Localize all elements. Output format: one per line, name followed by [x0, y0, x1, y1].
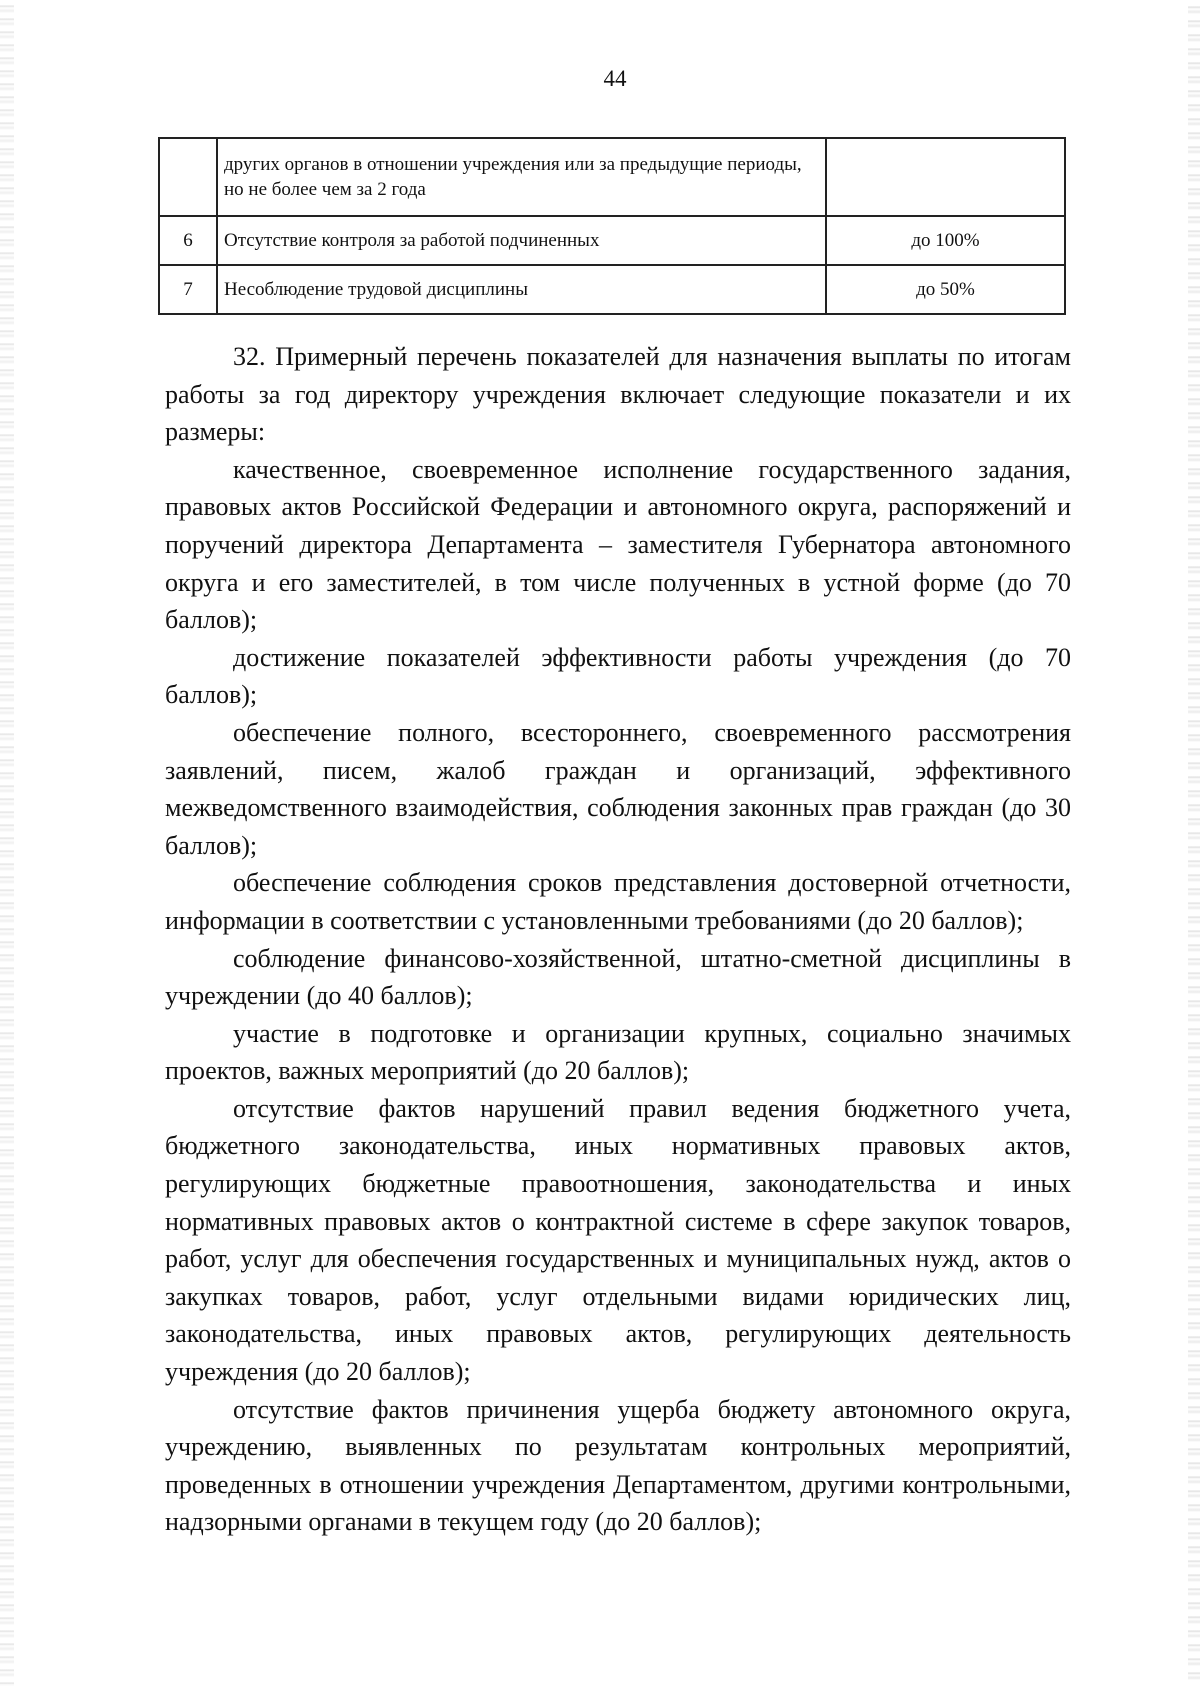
- paragraph-indicator: достижение показателей эффективности работы учреждения (до 70 баллов);: [165, 642, 1071, 710]
- document-body: [165, 338, 1071, 1541]
- paragraph-indicator: отсутствие фактов нарушений правил ведения бюджетного учета, бюджетного законодательства, иных нормативных правовых актов, регулирующих бюджетные правоотношения, законодательства и иных нормативных правовых актов о контрактной системе в сфере закупок товаров, работ, услуг для обеспечения государственных и муниципальных нужд, актов о закупках товаров, работ, услуг отдельными видами юридических лиц, законодательства, иных правовых актов, регулирующих деятельность учреждения (до 20 баллов);: [165, 1093, 1071, 1387]
- table-row: [159, 216, 1065, 265]
- paragraph-indicator: участие в подготовке и организации крупных, социально значимых проектов, важных мероприятий (до 20 баллов);: [165, 1018, 1071, 1086]
- paragraph-indicator: отсутствие фактов причинения ущерба бюджету автономного округа, учреждению, выявленных по результатам контрольных мероприятий, проведенных в отношении учреждения Департаментом, другими контрольными, надзорными органами в текущем году (до 20 баллов);: [165, 1394, 1071, 1537]
- row-description: других органов в отношении учреждения или за предыдущие периоды, но не более чем за 2 года: [217, 138, 826, 216]
- paragraph-indicator: качественное, своевременное исполнение государственного задания, правовых актов Российской Федерации и автономного округа, распоряжений и поручений директора Департамента – заместителя Губернатора автономного округа и его заместителей, в том числе полученных в устной форме (до 70 баллов);: [165, 454, 1071, 635]
- row-description: Несоблюдение трудовой дисциплины: [217, 265, 826, 314]
- paragraph-indicator: обеспечение соблюдения сроков представления достоверной отчетности, информации в соответствии с установленными требованиями (до 20 баллов);: [165, 868, 1071, 935]
- row-value: до 50%: [826, 265, 1065, 314]
- page-number: 44: [603, 66, 627, 91]
- table-row: [159, 138, 1065, 216]
- row-number: 7: [159, 265, 217, 314]
- row-number: 6: [159, 216, 217, 265]
- row-number: [159, 138, 217, 216]
- scan-edge-left: [0, 0, 14, 1686]
- row-description: Отсутствие контроля за работой подчиненных: [217, 216, 826, 265]
- table-row: [159, 265, 1065, 314]
- row-value: [826, 138, 1065, 216]
- row-value: до 100%: [826, 216, 1065, 265]
- paragraph-intro: 32. Примерный перечень показателей для назначения выплаты по итогам работы за год директору учреждения включает следующие показатели и их размеры:: [165, 342, 1071, 447]
- scan-edge-right: [1188, 0, 1200, 1686]
- penalty-table: [158, 137, 1066, 315]
- paragraph-indicator: соблюдение финансово-хозяйственной, штатно-сметной дисциплины в учреждении (до 40 баллов);: [165, 943, 1071, 1011]
- paragraph-indicator: обеспечение полного, всестороннего, своевременного рассмотрения заявлений, писем, жалоб граждан и организаций, эффективного межведомственного взаимодействия, соблюдения законных прав граждан (до 30 баллов);: [165, 717, 1071, 860]
